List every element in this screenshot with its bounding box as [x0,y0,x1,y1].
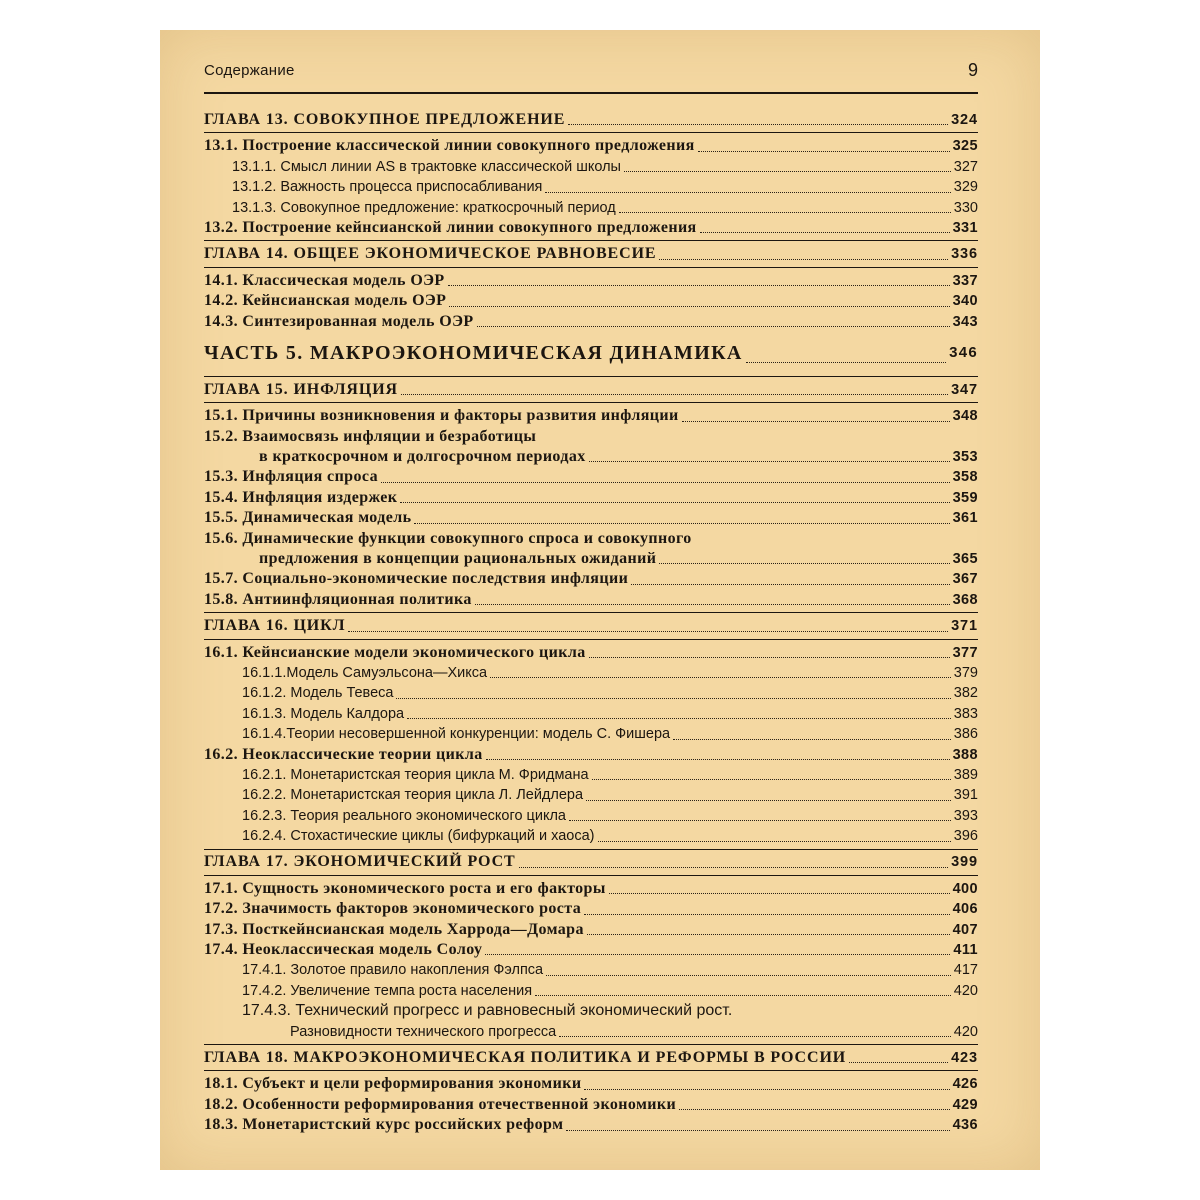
toc-entry-page: 400 [952,880,978,897]
toc-entry-title: 16.2.1. Монетаристская теория цикла М. Фридмана [242,766,589,783]
toc-entry-title: 18.1. Субъект и цели реформирования экономики [204,1075,582,1093]
dot-leader [401,394,948,395]
chapter-rule [204,639,978,640]
toc-entry [204,338,978,368]
toc-entry [204,508,978,528]
toc-entry [204,488,978,508]
dot-leader [545,192,950,193]
dot-leader [414,523,949,524]
toc-entry [204,198,978,218]
toc-entry-title: 17.2. Значимость факторов экономического роста [204,900,582,918]
toc-entry-page: 359 [952,489,978,506]
toc-entry [204,569,978,589]
dot-leader [490,677,951,678]
toc-entry [204,806,978,826]
toc-entry [204,136,978,156]
toc-entry-title: 13.1.1. Смысл линии AS в трактовке классической школы [232,158,621,175]
toc-entry-page: 348 [952,408,978,425]
chapter-rule [204,376,978,377]
dot-leader [698,151,950,152]
toc-entry [204,467,978,487]
toc-entry [204,663,978,683]
toc-entry-title: 16.2.4. Стохастические циклы (бифуркаций и хаоса) [242,828,595,845]
dot-leader [546,975,951,976]
dot-leader [448,285,950,286]
toc-entry-page: 367 [952,571,978,588]
dot-leader [568,124,948,125]
chapter-rule [204,612,978,613]
book-page [160,30,1040,1170]
chapter-rule [204,267,978,268]
toc-entry-title: ГЛАВА 14. ОБЩЕЕ ЭКОНОМИЧЕСКОЕ РАВНОВЕСИЕ [204,245,657,263]
chapter-rule [204,402,978,403]
toc-entry [204,1115,978,1135]
toc-entry [204,1048,978,1068]
toc-entry-title: 13.1. Построение классической линии совокупного предложения [204,137,695,155]
toc-entry-page: 386 [953,726,978,743]
toc-entry-title: ГЛАВА 18. МАКРОЭКОНОМИЧЕСКАЯ ПОЛИТИКА И РЕФОРМЫ В РОССИИ [204,1049,847,1066]
dot-leader [566,1130,949,1131]
toc-entry-title: 18.2. Особенности реформирования отечественной экономики [204,1095,677,1113]
dot-leader [584,1089,949,1090]
dot-leader [584,914,949,915]
toc-entry-page: 391 [953,787,978,804]
toc-entry [204,110,978,130]
toc-entry-title: ГЛАВА 16. ЦИКЛ [204,617,346,635]
spacer [204,368,978,374]
dot-leader [407,718,951,719]
toc-entry-page: 388 [952,746,978,763]
toc-entry-title: 16.2. Неоклассические теории цикла [204,745,483,763]
header-rule [204,92,978,94]
toc-entry [204,920,978,940]
toc-entry [204,590,978,610]
chapter-rule [204,849,978,850]
toc-entry-title: Разновидности технического прогресса [290,1023,557,1040]
toc-entry-title: 17.4.2. Увеличение темпа роста населения [242,982,533,999]
toc-entry-page: 423 [951,1050,978,1066]
dot-leader [624,171,951,172]
toc-entry-page: 399 [951,854,978,871]
toc-entry-page: 330 [953,199,978,216]
toc-entry [204,826,978,846]
toc-entry [204,879,978,899]
toc-entry-page: 436 [952,1117,978,1134]
dot-leader [659,563,949,564]
toc-entry-page: 429 [952,1096,978,1113]
toc-entry-page: 377 [952,644,978,661]
dot-leader [569,820,951,821]
toc-entry-page: 358 [952,469,978,486]
dot-leader [589,461,950,462]
dot-leader [659,259,948,260]
dot-leader [609,893,950,894]
toc-entry-title: 16.1. Кейнсианские модели экономического цикла [204,643,586,661]
chapter-rule [204,1070,978,1071]
dot-leader [849,1062,948,1063]
running-header: Содержание [204,62,295,79]
toc-entry-page: 329 [953,179,978,196]
dot-leader [586,800,951,801]
dot-leader [348,631,948,632]
toc-entry [204,940,978,960]
toc-entry-title: 16.1.1.Модель Самуэльсона—Хикса [242,664,488,681]
toc-entry-title: 17.4.1. Золотое правило накопления Фэлпса [242,962,544,979]
toc-entry [204,271,978,291]
toc-entry [204,616,978,636]
dot-leader [559,1036,951,1037]
toc-entry [204,1022,978,1042]
toc-entry-page: 396 [953,828,978,845]
toc-entry-title: ГЛАВА 13. СОВОКУПНОЕ ПРЕДЛОЖЕНИЕ [204,110,566,128]
toc-entry [204,291,978,311]
toc-entry-page: 379 [953,664,978,681]
toc-entry [204,406,978,426]
toc-entry [204,177,978,197]
toc-entry-title: 16.2.2. Монетаристская теория цикла Л. Лейдлера [242,787,584,804]
chapter-rule [204,875,978,876]
toc-entry-title: 15.5. Динамическая модель [204,509,412,527]
toc-entry-title: 17.1. Сущность экономического роста и его факторы [204,879,606,897]
dot-leader [485,954,950,955]
toc-entry [204,1095,978,1115]
toc-entry-title: 17.3. Посткейнсианская модель Харрода—Домара [204,920,584,938]
dot-leader [477,326,950,327]
dot-leader [682,421,950,422]
toc-entry-title: 15.3. Инфляция спроса [204,468,378,486]
toc-entry-page: 389 [953,766,978,783]
toc-entry [204,724,978,744]
toc-entry-title: 16.2.3. Теория реального экономического цикла [242,807,566,824]
toc-entry-page: 371 [951,618,978,635]
toc-entry [204,447,978,467]
toc-entry [204,704,978,724]
toc-entry-title: 14.1. Классическая модель ОЭР [204,271,445,289]
toc-entry-page: 426 [952,1076,978,1093]
toc-entry-title: 15.4. Инфляция издержек [204,488,398,506]
dot-leader [592,779,951,780]
toc-entry [204,244,978,264]
toc-entry-page: 337 [952,272,978,289]
toc-entry-page: 331 [952,219,978,236]
toc-entry [204,157,978,177]
toc-entry [204,549,978,569]
toc-entry-page: 411 [953,942,978,959]
dot-leader [631,584,949,585]
toc-entry-page: 324 [951,111,978,128]
toc-entry-page: 382 [953,685,978,702]
toc-entry-title: 16.1.3. Модель Калдора [242,705,405,722]
dot-leader [679,1109,949,1110]
toc-entry [204,312,978,332]
toc-entry [204,853,978,873]
toc-entry [204,745,978,765]
dot-leader [475,604,950,605]
toc-entry [204,765,978,785]
dot-leader [589,657,950,658]
page-number: 9 [967,60,978,80]
toc-entry-title: 15.6. Динамические функции совокупного спроса и совокупного [204,529,692,547]
toc-entry-page: 353 [952,449,978,466]
chapter-rule [204,240,978,241]
toc-entry-title: 14.3. Синтезированная модель ОЭР [204,312,474,330]
dot-leader [396,698,950,699]
chapter-rule [204,132,978,133]
toc-entry-page: 393 [953,807,978,824]
table-of-contents [204,110,978,1136]
toc-entry-page: 336 [951,246,978,263]
toc-entry-title: 15.7. Социально-экономические последствия инфляции [204,570,629,588]
toc-entry-title: 14.2. Кейнсианская модель ОЭР [204,292,447,310]
dot-leader [700,232,950,233]
toc-entry-title: 17.4. Неоклассическая модель Солоу [204,941,483,959]
dot-leader [381,482,950,483]
dot-leader [400,502,949,503]
toc-entry [204,785,978,805]
dot-leader [449,306,949,307]
toc-entry-page: 420 [953,1023,978,1040]
toc-entry-title: 16.1.2. Модель Тевеса [242,685,394,702]
dot-leader [519,867,948,868]
toc-entry-page: 347 [951,381,978,398]
toc-entry-page: 327 [953,158,978,175]
toc-entry-title: 18.3. Монетаристский курс российских реформ [204,1116,564,1134]
dot-leader [598,841,951,842]
toc-entry-title: предложения в концепции рациональных ожиданий [259,550,657,568]
toc-entry [204,899,978,919]
toc-entry-title: 15.1. Причины возникновения и факторы развития инфляции [204,407,679,425]
toc-entry-page: 361 [952,510,978,527]
toc-entry-title: 13.1.3. Совокупное предложение: краткосрочный период [232,199,616,216]
toc-entry-page: 368 [952,591,978,608]
toc-entry-page: 346 [949,343,978,361]
toc-entry-page: 383 [953,705,978,722]
toc-entry-title: 16.1.4.Теории несовершенной конкуренции: модель С. Фишера [242,726,671,743]
toc-entry-title: ГЛАВА 17. ЭКОНОМИЧЕСКИЙ РОСТ [204,853,516,871]
toc-entry-page: 343 [952,313,978,330]
toc-entry [204,643,978,663]
toc-entry-page: 417 [953,962,978,979]
toc-entry-title: 13.1.2. Важность процесса приспосабливания [232,179,543,196]
toc-entry-page: 406 [952,901,978,918]
dot-leader [535,995,951,996]
toc-entry-page: 407 [952,921,978,938]
dot-leader [587,934,950,935]
toc-entry-title: ГЛАВА 15. ИНФЛЯЦИЯ [204,380,399,398]
toc-entry-page: 340 [952,293,978,310]
dot-leader [673,739,951,740]
dot-leader [619,212,951,213]
toc-entry-page: 365 [952,551,978,568]
toc-entry-title: 15.2. Взаимосвязь инфляции и безработицы [204,427,537,445]
toc-entry [204,218,978,238]
toc-entry [204,960,978,980]
toc-entry-title: 15.8. Антиинфляционная политика [204,590,472,608]
toc-entry-title: в краткосрочном и долгосрочном периодах [259,448,586,466]
toc-entry [204,683,978,703]
toc-entry [204,981,978,1001]
toc-entry-title: ЧАСТЬ 5. МАКРОЭКОНОМИЧЕСКАЯ ДИНАМИКА [204,341,743,364]
toc-entry [204,380,978,400]
dot-leader [486,759,950,760]
toc-entry-page: 420 [953,982,978,999]
toc-entry [204,1074,978,1094]
chapter-rule [204,1044,978,1045]
toc-entry-title: 17.4.3. Технический прогресс и равновесный экономический рост. [242,1002,733,1020]
dot-leader [746,362,946,363]
toc-entry-title: 13.2. Построение кейнсианской линии совокупного предложения [204,218,697,236]
toc-entry-page: 325 [952,138,978,155]
